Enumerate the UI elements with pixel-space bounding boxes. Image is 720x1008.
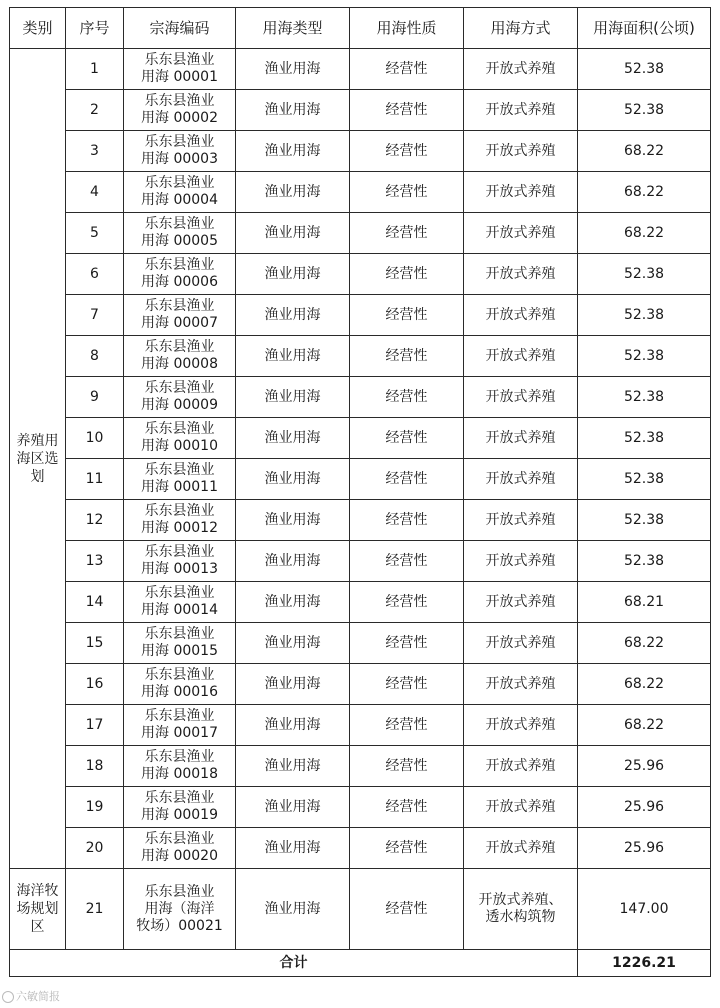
row-use-nature: 经营性 [350,418,464,459]
watermark-icon [2,991,14,1003]
header-use-method: 用海方式 [464,8,578,49]
row-use-nature: 经营性 [350,582,464,623]
row-code-line-2: 用海 00013 [141,561,218,577]
row-code-line-1: 乐东县渔业 [144,134,215,150]
row-use-nature: 经营性 [350,828,464,869]
row-code-line-2: 用海 00010 [141,438,218,454]
row-use-nature: 经营性 [350,705,464,746]
row-number: 10 [66,418,124,459]
row-code-line-2: 用海 00009 [141,397,218,413]
row-use-nature: 经营性 [350,131,464,172]
row-area: 52.38 [578,418,711,459]
row-number: 1 [66,49,124,90]
row-code-line-1: 乐东县渔业 [144,831,215,847]
row-code-line-1: 乐东县渔业 [144,708,215,724]
row-area: 52.38 [578,459,711,500]
table-row [10,746,711,787]
table-row [10,131,711,172]
row-use-method: 开放式养殖 [464,377,578,418]
row-code-line-2: 用海 00002 [141,110,218,126]
row-use-type: 渔业用海 [236,213,350,254]
row-use-method: 开放式养殖 [464,828,578,869]
row-code-line-3: 牧场）00021 [136,917,223,934]
watermark-text: 六敏简报 [16,990,60,1003]
row-use-method: 开放式养殖 [464,295,578,336]
row-use-nature: 经营性 [350,541,464,582]
row-use-method: 开放式养殖 [464,254,578,295]
row-number: 2 [66,90,124,131]
row-code-line-2: 用海 00001 [141,69,218,85]
row-code [124,90,236,131]
table-row [10,459,711,500]
row-area: 68.22 [578,213,711,254]
row-code-line-1: 乐东县渔业 [144,626,215,642]
row-code-line-2: 用海 00008 [141,356,218,372]
row-code-line-1: 乐东县渔业 [144,790,215,806]
row-use-method: 开放式养殖 [464,705,578,746]
row-use-type: 渔业用海 [236,787,350,828]
row-number: 17 [66,705,124,746]
row-area: 52.38 [578,500,711,541]
row-use-type: 渔业用海 [236,90,350,131]
row-area: 68.22 [578,131,711,172]
watermark [2,988,60,1004]
table-row [10,336,711,377]
row-number: 11 [66,459,124,500]
header-category: 类别 [10,8,66,49]
row-use-type: 渔业用海 [236,172,350,213]
row-code-line-2: 用海（海洋 [144,900,215,917]
row-use-type: 渔业用海 [236,336,350,377]
row-use-type: 渔业用海 [236,623,350,664]
row-area: 52.38 [578,254,711,295]
row-use-nature: 经营性 [350,746,464,787]
table-row [10,377,711,418]
row-code-line-1: 乐东县渔业 [144,462,215,478]
row-area: 52.38 [578,90,711,131]
row-area: 68.22 [578,705,711,746]
row-code [124,787,236,828]
row-code-line-1: 乐东县渔业 [144,339,215,355]
row-code [124,623,236,664]
row-code [124,131,236,172]
row-code-line-2: 用海 00019 [141,807,218,823]
row-area: 25.96 [578,828,711,869]
row-use-nature: 经营性 [350,623,464,664]
table-row [10,582,711,623]
row-use-nature: 经营性 [350,254,464,295]
row-code-line-2: 用海 00003 [141,151,218,167]
row-use-method: 开放式养殖 [464,90,578,131]
row-use-nature: 经营性 [350,869,464,950]
table-row [10,541,711,582]
row-code [124,582,236,623]
row-use-type: 渔业用海 [236,705,350,746]
row-use-method: 开放式养殖 [464,172,578,213]
row-code [124,295,236,336]
row-number: 7 [66,295,124,336]
header-code: 宗海编码 [124,8,236,49]
row-area: 68.22 [578,664,711,705]
row-code-line-2: 用海 00015 [141,643,218,659]
row-use-method: 开放式养殖 [464,336,578,377]
row-use-nature: 经营性 [350,664,464,705]
row-use-nature: 经营性 [350,336,464,377]
row-code-line-1: 乐东县渔业 [144,544,215,560]
row-code-line-1: 乐东县渔业 [144,216,215,232]
row-use-method: 开放式养殖 [464,49,578,90]
row-use-nature: 经营性 [350,90,464,131]
category-cell-aquaculture: 养殖用海区选划 [10,49,66,869]
row-code-line-2: 用海 00004 [141,192,218,208]
row-code [124,828,236,869]
row-area: 68.21 [578,582,711,623]
table-row [10,295,711,336]
row-use-type: 渔业用海 [236,377,350,418]
row-use-method: 开放式养殖 [464,131,578,172]
row-use-nature: 经营性 [350,213,464,254]
sea-use-table [9,7,711,977]
row-number: 5 [66,213,124,254]
row-use-nature: 经营性 [350,459,464,500]
header-number: 序号 [66,8,124,49]
row-area: 25.96 [578,746,711,787]
row-code-line-2: 用海 00017 [141,725,218,741]
row-code-line-1: 乐东县渔业 [144,667,215,683]
row-code-line-2: 用海 00006 [141,274,218,290]
header-area: 用海面积(公顷) [578,8,711,49]
row-use-method: 开放式养殖 [464,213,578,254]
row-code-line-2: 用海 00014 [141,602,218,618]
total-value: 1226.21 [578,950,711,977]
row-number: 3 [66,131,124,172]
row-use-type: 渔业用海 [236,500,350,541]
row-code-line-1: 乐东县渔业 [144,503,215,519]
row-use-method-line-1: 开放式养殖、 [478,892,563,908]
row-code [124,705,236,746]
table-row [10,90,711,131]
row-code-line-2: 用海 00020 [141,848,218,864]
row-use-nature: 经营性 [350,295,464,336]
row-number: 8 [66,336,124,377]
row-use-type: 渔业用海 [236,828,350,869]
row-use-method: 开放式养殖 [464,418,578,459]
header-use-nature: 用海性质 [350,8,464,49]
row-number: 16 [66,664,124,705]
row-number: 21 [66,869,124,950]
row-code-line-1: 乐东县渔业 [144,749,215,765]
row-use-method: 开放式养殖 [464,664,578,705]
row-number: 4 [66,172,124,213]
row-number: 19 [66,787,124,828]
table-row [10,500,711,541]
row-area: 68.22 [578,623,711,664]
row-use-nature: 经营性 [350,49,464,90]
row-use-nature: 经营性 [350,500,464,541]
row-code [124,500,236,541]
header-use-type: 用海类型 [236,8,350,49]
row-code [124,254,236,295]
row-number: 9 [66,377,124,418]
row-code [124,49,236,90]
table-row [10,869,711,950]
total-row [10,950,711,977]
row-use-type: 渔业用海 [236,49,350,90]
row-use-type: 渔业用海 [236,746,350,787]
table-row [10,623,711,664]
row-number: 13 [66,541,124,582]
row-code-line-1: 乐东县渔业 [144,175,215,191]
row-code-line-1: 乐东县渔业 [144,585,215,601]
row-use-method: 开放式养殖 [464,459,578,500]
row-use-type: 渔业用海 [236,131,350,172]
row-use-method-line-2: 透水构筑物 [485,909,556,925]
row-use-type: 渔业用海 [236,254,350,295]
row-number: 18 [66,746,124,787]
row-code-line-1: 乐东县渔业 [144,257,215,273]
total-label: 合计 [10,950,578,977]
row-code-line-2: 用海 00011 [141,479,218,495]
row-use-type: 渔业用海 [236,459,350,500]
row-area: 52.38 [578,336,711,377]
table-row [10,213,711,254]
row-use-method: 开放式养殖 [464,500,578,541]
row-code-line-2: 用海 00018 [141,766,218,782]
row-code-line-1: 乐东县渔业 [144,298,215,314]
table-row [10,664,711,705]
row-code [124,172,236,213]
row-use-type: 渔业用海 [236,664,350,705]
row-code [124,213,236,254]
row-use-nature: 经营性 [350,172,464,213]
row-number: 15 [66,623,124,664]
table-row [10,828,711,869]
row-code-line-1: 乐东县渔业 [144,93,215,109]
table-row [10,705,711,746]
table-row [10,254,711,295]
row-use-type: 渔业用海 [236,541,350,582]
row-use-method: 开放式养殖 [464,623,578,664]
row-number: 6 [66,254,124,295]
row-use-method: 开放式养殖 [464,787,578,828]
row-use-type: 渔业用海 [236,582,350,623]
row-code [124,664,236,705]
row-use-method [464,869,578,950]
row-area: 52.38 [578,377,711,418]
category-cell-ranch: 海洋牧场规划区 [10,869,66,950]
table-row [10,787,711,828]
table-row [10,172,711,213]
row-code-line-1: 乐东县渔业 [144,380,215,396]
row-use-method: 开放式养殖 [464,541,578,582]
row-use-type: 渔业用海 [236,418,350,459]
row-code-line-2: 用海 00012 [141,520,218,536]
row-code [124,869,236,950]
table-row [10,418,711,459]
row-area: 52.38 [578,541,711,582]
row-use-nature: 经营性 [350,787,464,828]
row-code-line-1: 乐东县渔业 [144,52,215,68]
table-row [10,49,711,90]
row-use-type: 渔业用海 [236,869,350,950]
row-area: 52.38 [578,295,711,336]
row-code [124,459,236,500]
row-code [124,418,236,459]
row-code-line-1: 乐东县渔业 [144,421,215,437]
row-code-line-2: 用海 00007 [141,315,218,331]
row-code [124,746,236,787]
table-header-row [10,8,711,49]
row-number: 12 [66,500,124,541]
row-area: 147.00 [578,869,711,950]
row-use-type: 渔业用海 [236,295,350,336]
row-code-line-2: 用海 00016 [141,684,218,700]
row-code [124,377,236,418]
row-number: 20 [66,828,124,869]
row-code [124,541,236,582]
row-code-line-1: 乐东县渔业 [144,883,215,900]
row-number: 14 [66,582,124,623]
row-use-nature: 经营性 [350,377,464,418]
row-use-method: 开放式养殖 [464,582,578,623]
row-code [124,336,236,377]
row-code-line-2: 用海 00005 [141,233,218,249]
row-use-method: 开放式养殖 [464,746,578,787]
row-area: 68.22 [578,172,711,213]
row-area: 25.96 [578,787,711,828]
row-area: 52.38 [578,49,711,90]
